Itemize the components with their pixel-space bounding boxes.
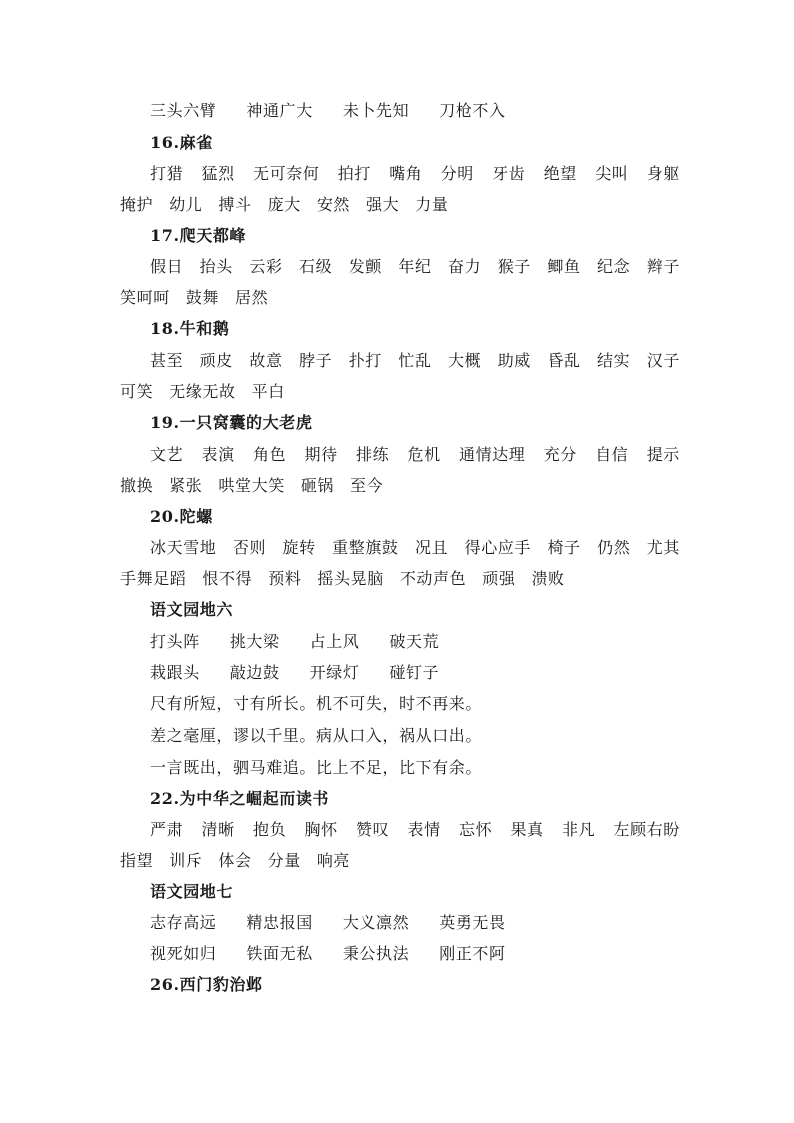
vocab-word: 石级 (299, 257, 333, 276)
vocab-word: 强大 (366, 195, 400, 214)
section-heading: 16.麻雀 (150, 133, 213, 152)
vocab-word: 视死如归 (150, 944, 217, 963)
vocab-word: 充分 (543, 445, 577, 464)
vocab-word: 手舞足蹈 (120, 569, 187, 588)
vocab-word: 汉子 (646, 351, 680, 370)
vocab-word: 甚至 (150, 351, 184, 370)
vocab-word: 顽皮 (199, 351, 233, 370)
vocab-word: 顽强 (482, 569, 516, 588)
vocab-line (120, 195, 680, 215)
vocab-word: 期待 (304, 445, 338, 464)
vocab-word: 鼓舞 (185, 288, 220, 307)
vocab-word: 大概 (448, 351, 482, 370)
vocab-line (150, 164, 680, 184)
vocab-word: 赞叹 (356, 820, 390, 839)
section-heading: 17.爬天都峰 (150, 226, 247, 245)
vocab-word: 训斥 (169, 851, 203, 870)
vocab-word: 通情达理 (459, 445, 526, 464)
vocab-word: 否则 (232, 538, 267, 557)
vocab-word: 刀枪不入 (439, 101, 506, 120)
vocab-word: 尤其 (646, 538, 680, 557)
vocab-word: 打猎 (150, 164, 184, 183)
vocab-word: 自信 (595, 445, 629, 464)
vocab-word: 分量 (267, 851, 301, 870)
vocab-word: 扑打 (348, 351, 382, 370)
vocab-word: 砸锅 (300, 476, 335, 495)
vocab-word: 重整旗鼓 (332, 538, 399, 557)
vocab-word: 严肃 (150, 820, 184, 839)
vocab-word: 哄堂大笑 (218, 476, 285, 495)
vocab-word: 拍打 (337, 164, 371, 183)
vocab-word: 力量 (415, 195, 449, 214)
vocab-word: 分明 (440, 164, 474, 183)
vocab-word: 嘴角 (389, 164, 423, 183)
vocab-word: 绝望 (543, 164, 577, 183)
vocab-word: 椅子 (547, 538, 581, 557)
vocab-word: 打头阵 (150, 632, 200, 651)
vocab-line (150, 445, 680, 465)
vocab-word: 破天荒 (389, 632, 440, 651)
proverb-line: 一言既出，驷马难追。比上不足，比下有余。 (150, 758, 483, 777)
vocab-word: 恨不得 (202, 569, 253, 588)
vocab-word: 辫子 (646, 257, 680, 276)
vocab-word: 精忠报国 (246, 913, 313, 932)
vocab-word: 碰钉子 (389, 663, 440, 682)
vocab-word: 尖叫 (595, 164, 629, 183)
vocab-word: 掩护 (120, 195, 154, 214)
vocab-word: 表情 (407, 820, 441, 839)
vocab-word: 左顾右盼 (613, 820, 680, 839)
vocab-line (150, 820, 680, 840)
vocab-word: 得心应手 (464, 538, 532, 557)
vocab-word: 刚正不阿 (439, 944, 506, 963)
vocab-word: 危机 (407, 445, 441, 464)
vocab-word: 结实 (597, 351, 631, 370)
vocab-word: 胸怀 (304, 820, 338, 839)
section-heading: 19.一只窝囊的大老虎 (150, 413, 313, 432)
vocab-word: 未卜先知 (342, 101, 410, 120)
vocab-line (120, 288, 680, 308)
vocab-line (120, 569, 680, 589)
section-heading: 语文园地七 (150, 882, 234, 901)
vocab-line (150, 538, 680, 558)
vocab-word: 牙齿 (492, 164, 526, 183)
vocab-word: 抬头 (199, 257, 233, 276)
vocab-word: 猛烈 (201, 164, 235, 183)
vocab-word: 发颤 (348, 257, 382, 276)
vocab-word: 居然 (235, 288, 269, 307)
vocab-word: 纪念 (597, 257, 631, 276)
vocab-word: 旋转 (282, 538, 316, 557)
vocab-word: 况且 (414, 538, 449, 557)
vocab-word: 敲边鼓 (229, 663, 280, 682)
vocab-word: 挑大梁 (229, 632, 280, 651)
vocab-word: 脖子 (299, 351, 333, 370)
vocab-word: 无可奈何 (253, 164, 320, 183)
vocab-word: 无缘无故 (169, 382, 236, 401)
vocab-word: 秉公执法 (342, 944, 410, 963)
vocab-word: 三头六臂 (150, 101, 217, 120)
vocab-line (150, 101, 680, 121)
vocab-word: 猴子 (497, 257, 531, 276)
vocab-word: 栽跟头 (150, 663, 200, 682)
vocab-word: 搏斗 (218, 195, 252, 214)
vocab-word: 平白 (251, 382, 285, 401)
vocab-word: 故意 (249, 351, 283, 370)
vocab-word: 铁面无私 (246, 944, 313, 963)
vocab-word: 文艺 (150, 445, 184, 464)
vocab-word: 撤换 (120, 476, 154, 495)
vocab-line (120, 851, 680, 871)
vocab-word: 非凡 (562, 820, 596, 839)
section-heading: 语文园地六 (150, 600, 234, 619)
vocab-word: 抱负 (253, 820, 287, 839)
vocab-word: 假日 (150, 257, 184, 276)
vocab-word: 身躯 (646, 164, 680, 183)
section-heading: 26.西门豹治邺 (150, 975, 263, 994)
vocab-word: 年纪 (398, 257, 432, 276)
vocab-word: 云彩 (249, 257, 283, 276)
vocab-line (150, 913, 680, 933)
vocab-word: 庞大 (267, 195, 301, 214)
vocab-word: 仍然 (597, 538, 631, 557)
vocab-word: 鲫鱼 (547, 257, 581, 276)
vocab-word: 提示 (646, 445, 680, 464)
vocab-line (150, 351, 680, 371)
vocab-word: 忘怀 (459, 820, 493, 839)
vocab-line (150, 944, 680, 964)
vocab-word: 至今 (350, 476, 384, 495)
vocab-word: 志存高远 (150, 913, 217, 932)
vocab-word: 大义凛然 (342, 913, 410, 932)
section-heading: 18.牛和鹅 (150, 319, 230, 338)
vocab-word: 排练 (356, 445, 390, 464)
vocab-word: 不动声色 (399, 569, 467, 588)
vocab-word: 果真 (510, 820, 544, 839)
vocab-word: 昏乱 (547, 351, 581, 370)
vocab-line (120, 382, 680, 402)
vocab-word: 开绿灯 (309, 663, 360, 682)
vocab-line (150, 632, 680, 652)
vocab-word: 溃败 (531, 569, 565, 588)
vocab-word: 紧张 (169, 476, 203, 495)
proverb-line: 差之毫厘，谬以千里。病从口入，祸从口出。 (150, 726, 483, 745)
vocab-word: 英勇无畏 (439, 913, 506, 932)
proverb-line: 尺有所短，寸有所长。机不可失，时不再来。 (150, 694, 483, 713)
vocab-word: 预料 (268, 569, 302, 588)
vocab-word: 指望 (120, 851, 154, 870)
vocab-word: 响亮 (316, 851, 351, 870)
vocab-word: 清晰 (201, 820, 235, 839)
vocab-word: 角色 (253, 445, 287, 464)
vocab-line (150, 663, 680, 683)
vocab-word: 奋力 (448, 257, 482, 276)
vocab-word: 体会 (218, 851, 252, 870)
vocab-word: 神通广大 (246, 101, 313, 120)
vocab-word: 幼儿 (169, 195, 203, 214)
vocab-word: 可笑 (120, 382, 154, 401)
vocab-word: 表演 (201, 445, 235, 464)
vocab-word: 笑呵呵 (120, 288, 170, 307)
section-heading: 20.陀螺 (150, 507, 213, 526)
vocab-line (120, 476, 680, 496)
vocab-word: 安然 (316, 195, 351, 214)
vocab-word: 占上风 (309, 632, 360, 651)
vocab-word: 摇头晃脑 (317, 569, 384, 588)
vocab-word: 助威 (497, 351, 531, 370)
section-heading: 22.为中华之崛起而读书 (150, 789, 330, 808)
vocab-word: 忙乱 (398, 351, 432, 370)
vocab-line (150, 257, 680, 277)
vocab-word: 冰天雪地 (150, 538, 217, 557)
